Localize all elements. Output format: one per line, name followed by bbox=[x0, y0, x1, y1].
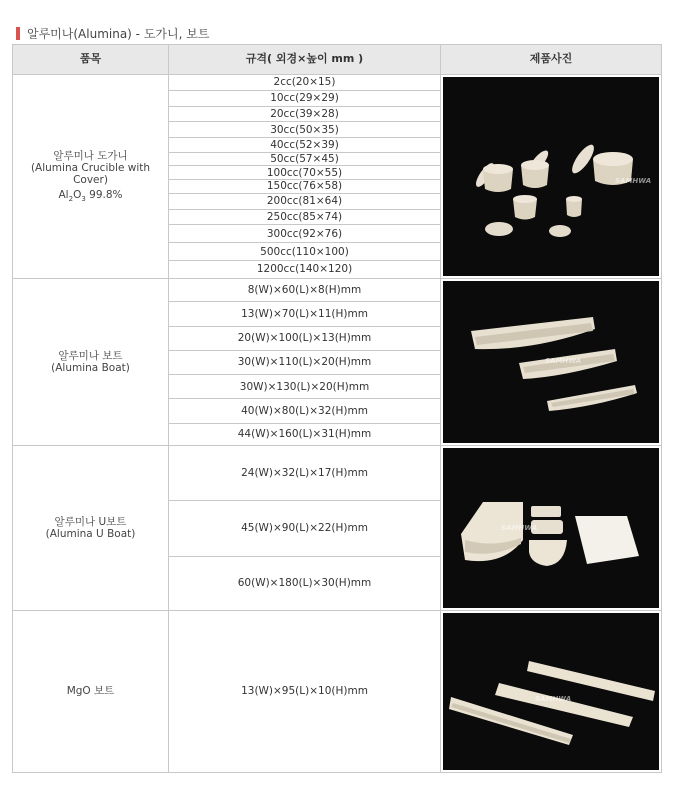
purity-value: 99.8% bbox=[89, 188, 123, 201]
photo-cell-boat bbox=[441, 279, 662, 446]
spec-cell: 250cc(85×74) bbox=[169, 209, 441, 225]
formula-element: O bbox=[73, 188, 82, 201]
spec-cell: 10cc(29×29) bbox=[169, 90, 441, 106]
spec-cell: 2cc(20×15) bbox=[169, 75, 441, 91]
watermark: SAMHWA bbox=[501, 524, 538, 532]
item-name: MgO 보트 bbox=[66, 685, 115, 698]
section-title bbox=[16, 25, 209, 41]
header-item: 품목 bbox=[13, 45, 169, 75]
item-name-en: (Alumina U Boat) bbox=[45, 528, 136, 540]
photo-cell-crucible bbox=[441, 75, 662, 279]
section-title-text: 알루미나(Alumina) - 도가니, 보트 bbox=[27, 26, 210, 41]
photo-cell-mgo bbox=[441, 611, 662, 773]
item-cell-mgo bbox=[13, 611, 169, 773]
item-cell-crucible bbox=[13, 75, 169, 279]
spec-cell: 500cc(110×100) bbox=[169, 243, 441, 261]
item-name-en: (Alumina Boat) bbox=[51, 362, 130, 374]
crucible-photo bbox=[443, 77, 659, 276]
spec-cell: 13(W)×70(L)×11(H)mm bbox=[169, 302, 441, 326]
watermark: SAMHWA bbox=[535, 695, 572, 703]
uboat-photo-art bbox=[443, 448, 659, 608]
item-name-ko: 알루미나 도가니 bbox=[53, 150, 128, 163]
photo-cell-uboat bbox=[441, 446, 662, 611]
product-table bbox=[12, 44, 662, 773]
spec-cell: 30cc(50×35) bbox=[169, 122, 441, 138]
spec-cell: 45(W)×90(L)×22(H)mm bbox=[169, 501, 441, 556]
table-row bbox=[13, 279, 662, 302]
item-purity-line bbox=[17, 189, 164, 203]
table-row bbox=[13, 611, 662, 773]
spec-cell: 60(W)×180(L)×30(H)mm bbox=[169, 556, 441, 610]
item-name-en: (Alumina Crucible with Cover) bbox=[30, 162, 151, 187]
table-row bbox=[13, 446, 662, 501]
header-photo: 제품사진 bbox=[441, 45, 662, 75]
item-name-ko: 알루미나 U보트 bbox=[54, 515, 127, 528]
table-row bbox=[13, 75, 662, 91]
formula-element: Al bbox=[58, 188, 69, 201]
boat-photo bbox=[443, 281, 659, 443]
formula-subscript: 2 bbox=[68, 194, 74, 203]
spec-cell: 13(W)×95(L)×10(H)mm bbox=[169, 611, 441, 773]
watermark: SAMHWA bbox=[545, 357, 582, 365]
formula-subscript: 3 bbox=[81, 194, 86, 203]
spec-cell: 44(W)×160(L)×31(H)mm bbox=[169, 423, 441, 445]
mgo-photo bbox=[443, 613, 659, 770]
uboat-photo bbox=[443, 448, 659, 608]
spec-cell: 40(W)×80(L)×32(H)mm bbox=[169, 399, 441, 423]
spec-cell: 8(W)×60(L)×8(H)mm bbox=[169, 279, 441, 302]
spec-cell: 300cc(92×76) bbox=[169, 225, 441, 243]
spec-cell: 20(W)×100(L)×13(H)mm bbox=[169, 326, 441, 350]
item-cell-uboat bbox=[13, 446, 169, 611]
item-cell-boat bbox=[13, 279, 169, 446]
spec-cell: 40cc(52×39) bbox=[169, 138, 441, 153]
spec-cell: 30W)×130(L)×20(H)mm bbox=[169, 375, 441, 399]
spec-cell: 20cc(39×28) bbox=[169, 106, 441, 122]
spec-cell: 1200cc(140×120) bbox=[169, 261, 441, 279]
item-name-ko: 알루미나 보트 bbox=[58, 349, 123, 362]
spec-cell: 150cc(76×58) bbox=[169, 180, 441, 194]
mgo-photo-art bbox=[443, 613, 659, 770]
spec-cell: 100cc(70×55) bbox=[169, 166, 441, 180]
table-header-row bbox=[13, 45, 662, 75]
spec-cell: 24(W)×32(L)×17(H)mm bbox=[169, 446, 441, 501]
title-marker bbox=[16, 27, 20, 40]
spec-cell: 200cc(81×64) bbox=[169, 193, 441, 209]
spec-cell: 50cc(57×45) bbox=[169, 152, 441, 166]
watermark: SAMHWA bbox=[615, 177, 652, 185]
spec-cell: 30(W)×110(L)×20(H)mm bbox=[169, 350, 441, 374]
header-spec: 규격( 외경×높이 mm ) bbox=[169, 45, 441, 75]
